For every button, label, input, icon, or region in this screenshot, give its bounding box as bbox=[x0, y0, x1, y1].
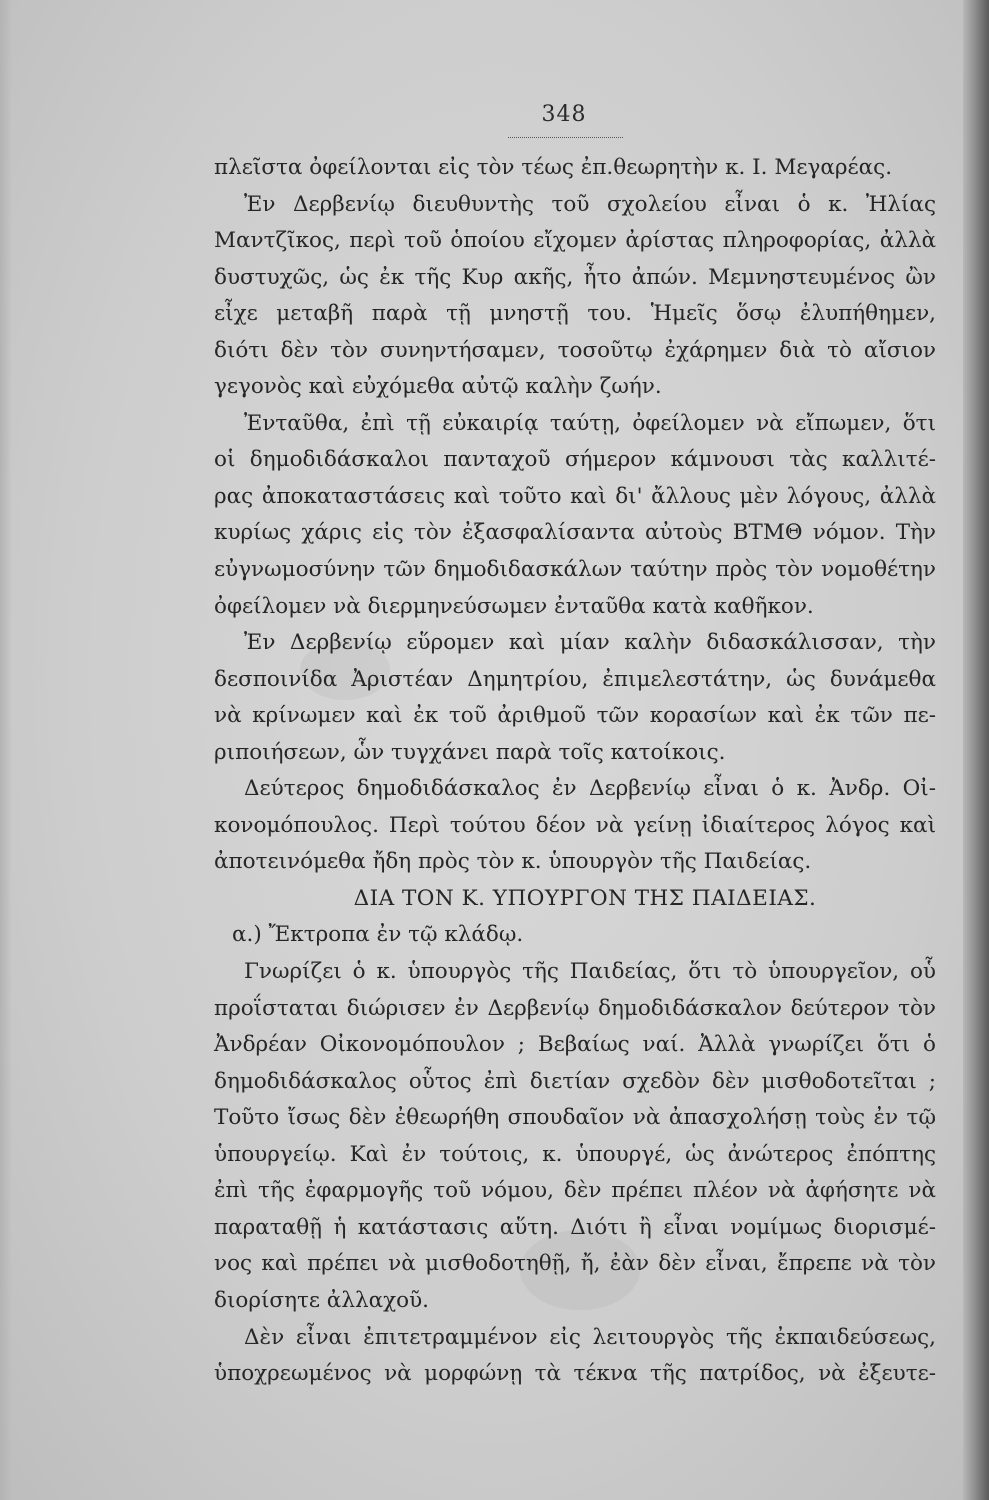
text-line: ἀποτεινόμεθα ἤδη πρὸς τὸν κ. ὑπουργὸν τῆς Παιδείας. bbox=[214, 849, 812, 875]
text-line: κυρίως χάρις εἰς τὸν ἐξασφαλίσαντα αὐτοὺς ΒΤΜΘ νόμον. Τὴν bbox=[214, 520, 936, 546]
text-line: διορίσητε ἀλλαχοῦ. bbox=[214, 1287, 429, 1313]
text-line: δημοδιδάσκαλος οὗτος ἐπὶ διετίαν σχεδὸν δὲν μισθοδοτεῖται ; bbox=[214, 1068, 936, 1094]
text-line: Δεύτερος δημοδιδάσκαλος ἐν Δερβενίῳ εἶναι ὁ κ. Ἀνδρ. Οἰ- bbox=[244, 776, 936, 802]
body-text bbox=[214, 150, 936, 1393]
text-line: προΐσταται διώρισεν ἐν Δερβενίῳ δημοδιδάσκαλον δεύτερον τὸν bbox=[214, 995, 936, 1021]
text-line: ριποιήσεων, ὧν τυγχάνει παρὰ τοῖς κατοίκοις. bbox=[214, 739, 726, 765]
text-line: Τοῦτο ἴσως δὲν ἐθεωρήθη σπουδαῖον νὰ ἀπασχολήσῃ τοὺς ἐν τῷ bbox=[214, 1105, 936, 1131]
text-line: κονομόπουλος. Περὶ τούτου δέον νὰ γείνῃ ἰδιαίτερος λόγος καὶ bbox=[214, 812, 936, 838]
text-line: νὰ κρίνωμεν καὶ ἐκ τοῦ ἀριθμοῦ τῶν κορασίων καὶ ἐκ τῶν πε- bbox=[214, 703, 936, 729]
text-line: ἐπὶ τῆς ἐφαρμογῆς τοῦ νόμου, δὲν πρέπει πλέον νὰ ἀφήσητε νὰ bbox=[214, 1178, 936, 1204]
text-line: δεσποινίδα Ἀριστέαν Δημητρίου, ἐπιμελεστάτην, ὡς δυνάμεθα bbox=[214, 666, 936, 692]
text-line: ὑποχρεωμένος νὰ μορφώνῃ τὰ τέκνα τῆς πατρίδος, νὰ ἐξευτε- bbox=[214, 1361, 936, 1387]
text-line: εὐγνωμοσύνην τῶν δημοδιδασκάλων ταύτην πρὸς τὸν νομοθέτην bbox=[214, 557, 936, 583]
text-line: Μαντζῖκος, περὶ τοῦ ὁποίου εἴχομεν ἀρίστας πληροφορίας, ἀλλὰ bbox=[214, 228, 936, 254]
page-number: 348 bbox=[541, 102, 587, 127]
text-line: α.) Ἔκτροπα ἐν τῷ κλάδῳ. bbox=[232, 922, 524, 948]
text-line: Ἐν Δερβενίῳ διευθυντὴς τοῦ σχολείου εἶναι ὁ κ. Ἠλίας bbox=[244, 191, 936, 217]
text-line: Ἀνδρέαν Οἰκονομόπουλον ; Βεβαίως ναί. Ἀλλὰ γνωρίζει ὅτι ὁ bbox=[214, 1032, 936, 1058]
text-line: ρας ἀποκαταστάσεις καὶ τοῦτο καὶ δι' ἄλλους μὲν λόγους, ἀλλὰ bbox=[214, 483, 936, 509]
section-heading: ΔΙΑ ΤΟΝ Κ. ΥΠΟΥΡΓΟΝ ΤΗΣ ΠΑΙΔΕΙΑΣ. bbox=[353, 885, 817, 911]
text-line: νος καὶ πρέπει νὰ μισθοδοτηθῇ, ἤ, ἐὰν δὲν εἶναι, ἔπρεπε νὰ τὸν bbox=[214, 1251, 936, 1277]
text-line: Ἐνταῦθα, ἐπὶ τῇ εὐκαιρίᾳ ταύτῃ, ὀφείλομεν νὰ εἴπωμεν, ὅτι bbox=[244, 410, 936, 436]
text-line: δυστυχῶς, ὡς ἐκ τῆς Κυρ ακῆς, ἦτο ἀπών. Μεμνηστευμένος ὢν bbox=[214, 264, 936, 290]
text-line: διότι δὲν τὸν συνηντήσαμεν, τοσοῦτῳ ἐχάρημεν διὰ τὸ αἴσιον bbox=[214, 337, 936, 363]
page-number-rule bbox=[508, 137, 623, 138]
page-left-shadow bbox=[0, 0, 12, 1500]
text-line: Ἐν Δερβενίῳ εὕρομεν καὶ μίαν καλὴν διδασκάλισσαν, τὴν bbox=[244, 630, 936, 656]
text-line: γεγονὸς καὶ εὐχόμεθα αὐτῷ καλὴν ζωήν. bbox=[214, 374, 662, 400]
text-line: οἱ δημοδιδάσκαλοι πανταχοῦ σήμερον κάμνουσι τὰς καλλιτέ- bbox=[214, 447, 936, 473]
book-binding-edge bbox=[963, 0, 989, 1500]
text-line: πλεῖστα ὀφείλονται εἰς τὸν τέως ἐπ.θεωρητὴν κ. Ι. Μεγαρέας. bbox=[214, 155, 893, 180]
text-line: Γνωρίζει ὁ κ. ὑπουργὸς τῆς Παιδείας, ὅτι τὸ ὑπουργεῖον, οὗ bbox=[244, 959, 936, 985]
text-line: παραταθῇ ἡ κατάστασις αὕτη. Διότι ἢ εἶναι νομίμως διορισμέ- bbox=[214, 1214, 936, 1240]
text-line: Δὲν εἶναι ἐπιτετραμμένον εἰς λειτουργὸς τῆς ἐκπαιδεύσεως, bbox=[244, 1324, 936, 1350]
text-line: ὀφείλομεν νὰ διερμηνεύσωμεν ἐνταῦθα κατὰ καθῆκον. bbox=[214, 593, 814, 619]
text-line: εἶχε μεταβῆ παρὰ τῇ μνηστῇ του. Ἡμεῖς ὅσῳ ἐλυπήθημεν, bbox=[214, 301, 936, 327]
text-line: ὑπουργείῳ. Καὶ ἐν τούτοις, κ. ὑπουργέ, ὡς ἀνώτερος ἐπόπτης bbox=[214, 1141, 936, 1167]
